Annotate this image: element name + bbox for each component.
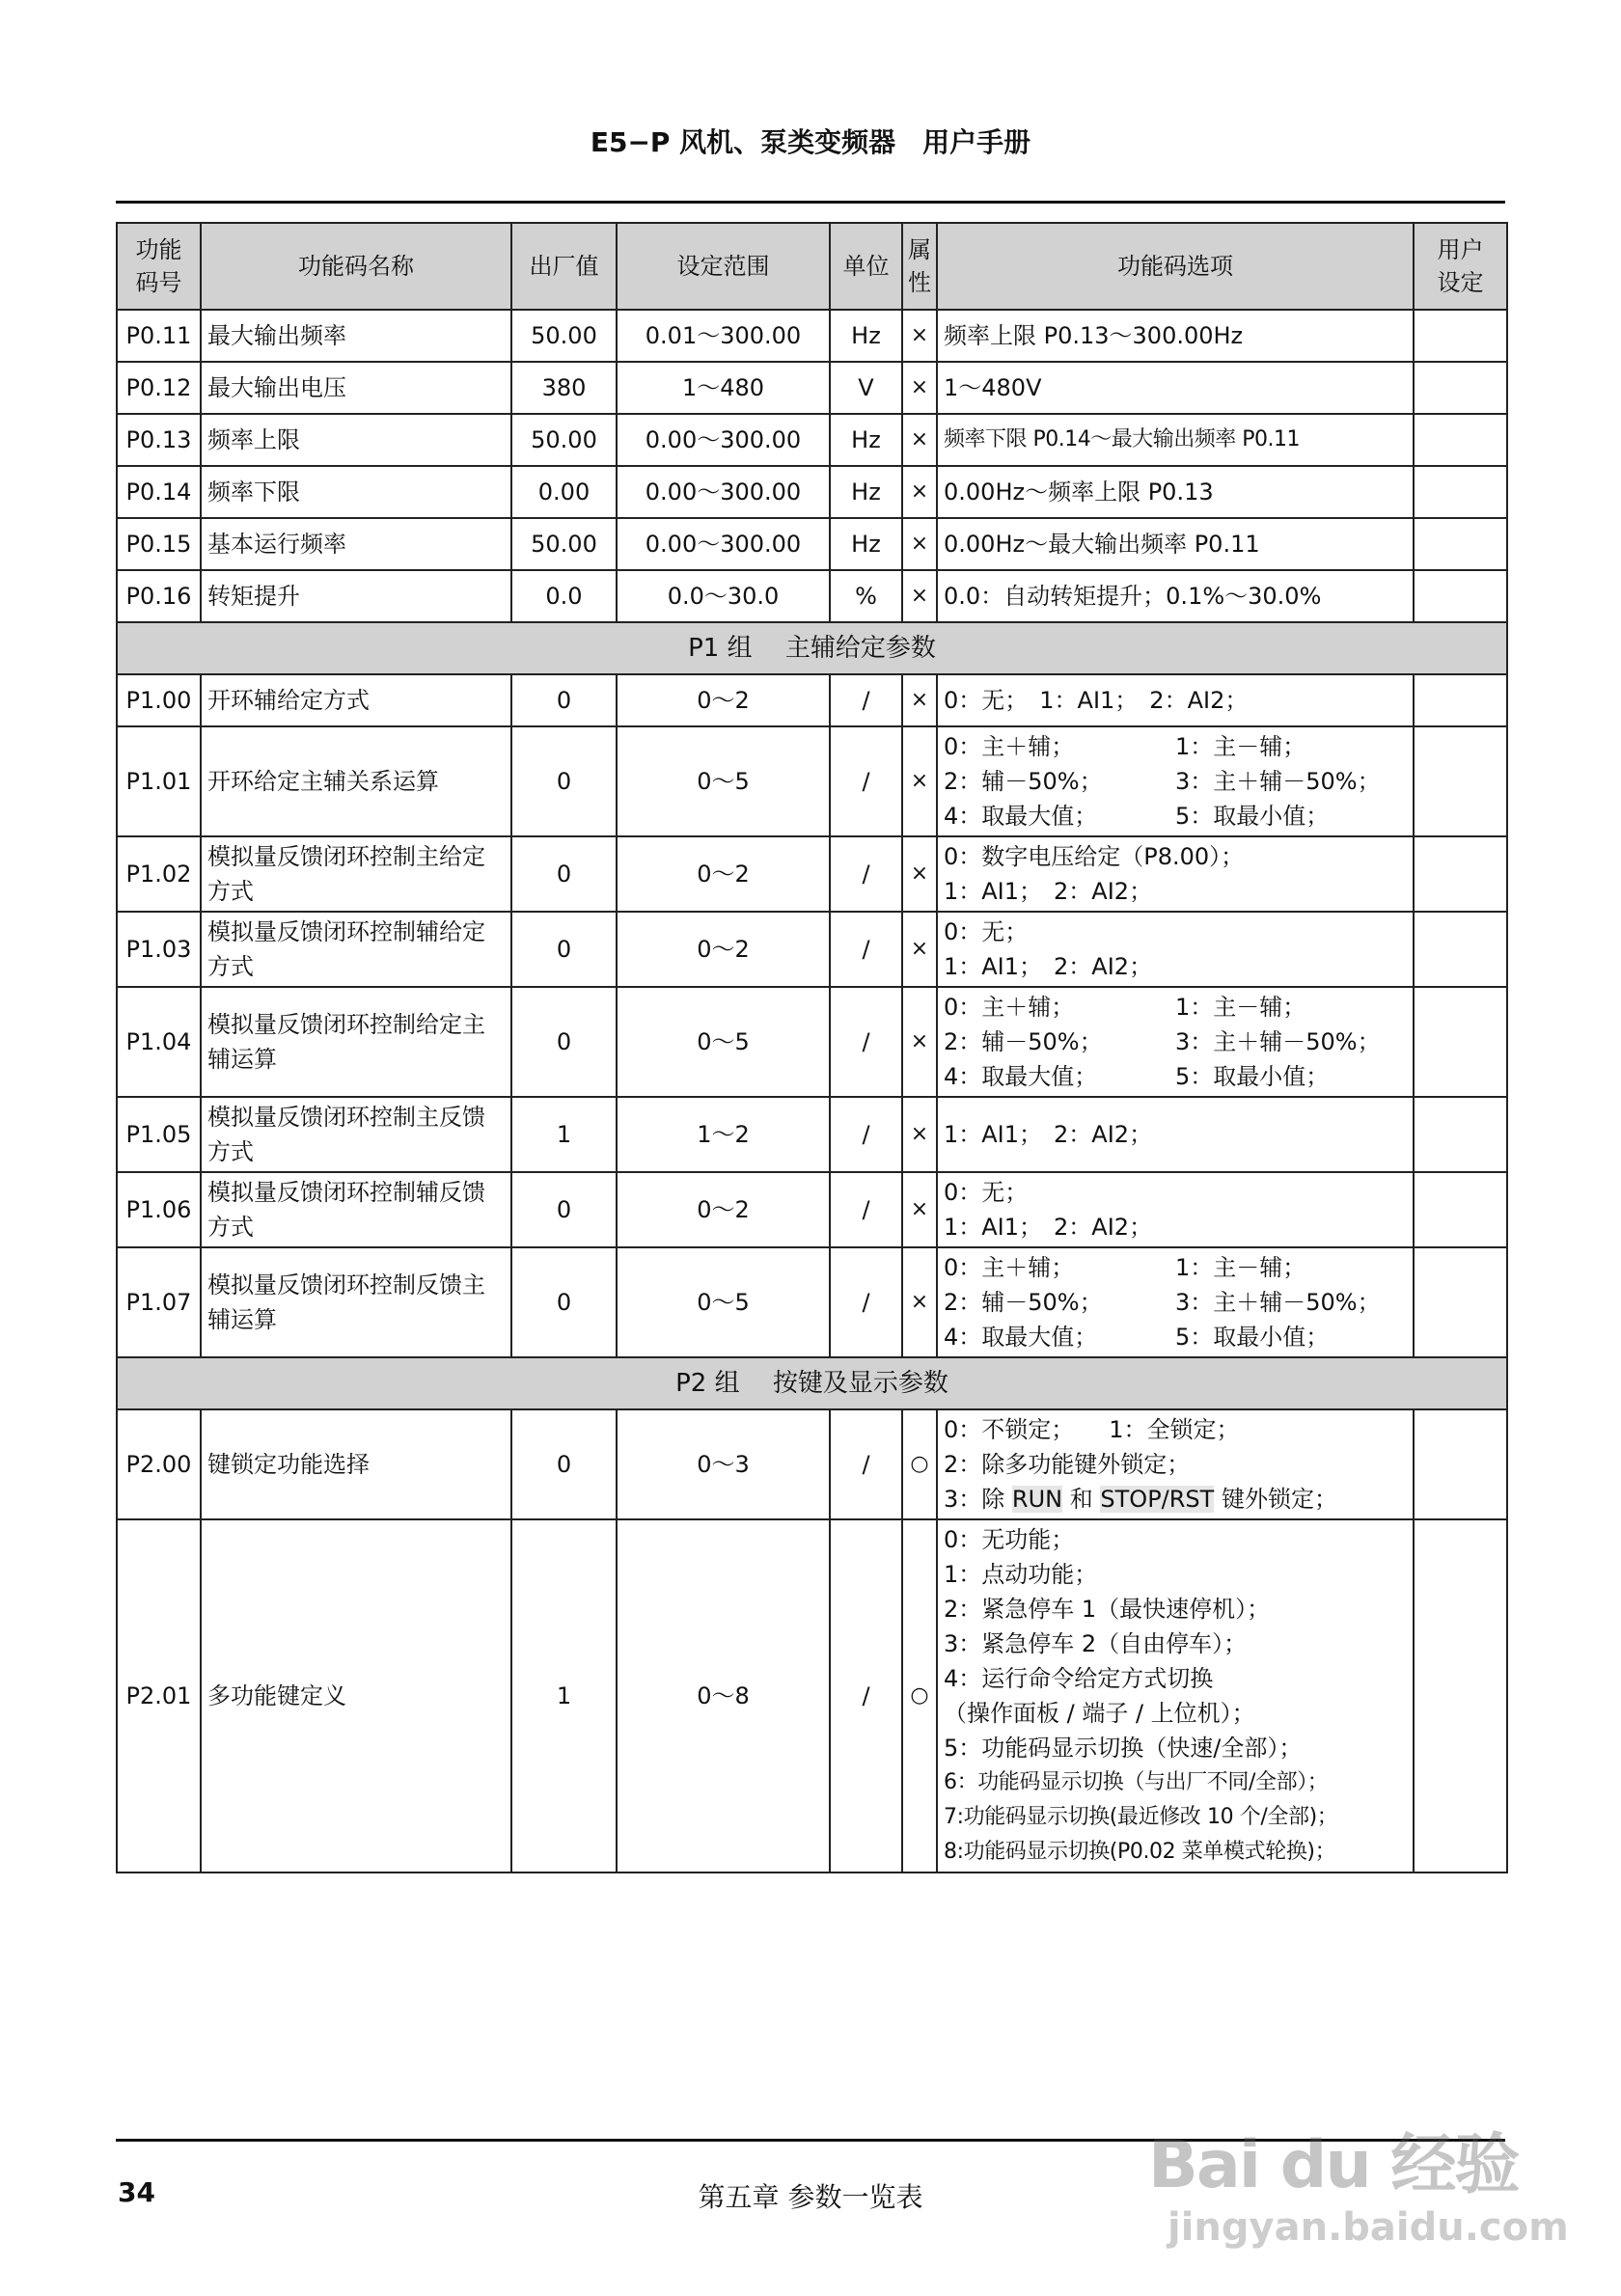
stop-rst-key-label: STOP/RST xyxy=(1100,1486,1215,1513)
param-unit: / xyxy=(830,1409,902,1519)
user-setting-cell xyxy=(1414,518,1507,570)
param-range: 0.0～30.0 xyxy=(617,570,830,622)
table-row xyxy=(117,1172,1507,1247)
user-setting-cell xyxy=(1414,1247,1507,1357)
param-code: P1.07 xyxy=(117,1247,201,1357)
table-row xyxy=(117,726,1507,836)
param-unit: / xyxy=(830,987,902,1097)
group-header-p1 xyxy=(117,622,1507,674)
param-options: 0：数字电压给定（P8.00）； 1：AI1； 2：AI2； xyxy=(937,836,1414,912)
param-range: 0～2 xyxy=(617,912,830,987)
table-row xyxy=(117,674,1507,726)
param-default: 50.00 xyxy=(511,518,617,570)
param-default: 0 xyxy=(511,912,617,987)
param-name: 基本运行频率 xyxy=(201,518,511,570)
param-attr: × xyxy=(902,414,937,466)
param-range: 0～3 xyxy=(617,1409,830,1519)
table-header-row xyxy=(117,223,1507,310)
run-key-label: RUN xyxy=(1011,1486,1063,1513)
user-setting-cell xyxy=(1414,570,1507,622)
param-code: P2.00 xyxy=(117,1409,201,1519)
table-row xyxy=(117,1097,1507,1172)
param-range: 0.00～300.00 xyxy=(617,414,830,466)
param-options: 0.00Hz～最大输出频率 P0.11 xyxy=(937,518,1414,570)
param-default: 0 xyxy=(511,987,617,1097)
param-name: 模拟量反馈闭环控制反馈主辅运算 xyxy=(201,1247,511,1357)
param-default: 0 xyxy=(511,1247,617,1357)
page-number: 34 xyxy=(118,2176,155,2208)
param-attr: × xyxy=(902,1097,937,1172)
table-row xyxy=(117,836,1507,912)
param-options: 0：无； 1：AI1； 2：AI2； xyxy=(937,1172,1414,1247)
param-default: 1 xyxy=(511,1097,617,1172)
param-range: 0～2 xyxy=(617,674,830,726)
param-unit: / xyxy=(830,836,902,912)
param-attr: × xyxy=(902,912,937,987)
param-range: 0～5 xyxy=(617,726,830,836)
table-row xyxy=(117,1247,1507,1357)
param-name: 模拟量反馈闭环控制给定主辅运算 xyxy=(201,987,511,1097)
param-attr: × xyxy=(902,362,937,414)
param-options: 0：不锁定； 1：全锁定； 2：除多功能键外锁定； 3：除 RUN 和 STOP/RST 键外锁定； xyxy=(937,1409,1414,1519)
user-setting-cell xyxy=(1414,362,1507,414)
param-name: 多功能键定义 xyxy=(201,1519,511,1872)
param-default: 0.0 xyxy=(511,570,617,622)
baidu-watermark xyxy=(1148,2074,1569,2267)
param-unit: / xyxy=(830,1519,902,1872)
col-header-attr: 属性 xyxy=(902,223,937,310)
param-options: 0：无功能； 1：点动功能； 2：紧急停车 1（最快速停机）； 3：紧急停车 2（自由停车）； 4：运行命令给定方式切换 （操作面板 / 端子 / 上位机）； 5：功能码显示切换（快速/全部）； 6：功能码显示切换（与出厂不同/全部）； 7:功能码显示切换(最近修改 10 个/全部)； 8:功能码显示切换(P0.02 菜单模式轮换)； xyxy=(937,1519,1414,1872)
param-range: 0～2 xyxy=(617,1172,830,1247)
param-code: P1.04 xyxy=(117,987,201,1097)
table-row xyxy=(117,912,1507,987)
param-default: 0 xyxy=(511,674,617,726)
param-name: 模拟量反馈闭环控制主给定方式 xyxy=(201,836,511,912)
group-title: P2 组 按键及显示参数 xyxy=(117,1357,1507,1409)
table-row xyxy=(117,362,1507,414)
param-code: P1.02 xyxy=(117,836,201,912)
param-code: P0.16 xyxy=(117,570,201,622)
param-range: 0～8 xyxy=(617,1519,830,1872)
param-options: 频率上限 P0.13～300.00Hz xyxy=(937,310,1414,362)
param-unit: / xyxy=(830,1172,902,1247)
param-unit: Hz xyxy=(830,414,902,466)
param-range: 0.00～300.00 xyxy=(617,466,830,518)
param-name: 开环辅给定方式 xyxy=(201,674,511,726)
col-header-options: 功能码选项 xyxy=(937,223,1414,310)
param-default: 0.00 xyxy=(511,466,617,518)
param-name: 转矩提升 xyxy=(201,570,511,622)
user-setting-cell xyxy=(1414,310,1507,362)
table-row xyxy=(117,1409,1507,1519)
param-attr: ○ xyxy=(902,1519,937,1872)
param-unit: / xyxy=(830,1247,902,1357)
param-options: 0：无； 1：AI1； 2：AI2； xyxy=(937,912,1414,987)
user-setting-cell xyxy=(1414,1097,1507,1172)
param-attr: × xyxy=(902,987,937,1097)
param-unit: / xyxy=(830,674,902,726)
param-options: 0：无； 1：AI1； 2：AI2； xyxy=(937,674,1414,726)
param-range: 0～2 xyxy=(617,836,830,912)
user-setting-cell xyxy=(1414,414,1507,466)
param-attr: × xyxy=(902,674,937,726)
param-name: 最大输出电压 xyxy=(201,362,511,414)
param-unit: % xyxy=(830,570,902,622)
table-row xyxy=(117,466,1507,518)
param-range: 0～5 xyxy=(617,1247,830,1357)
col-header-unit: 单位 xyxy=(830,223,902,310)
param-attr: × xyxy=(902,466,937,518)
param-options: 0：主＋辅； 1：主－辅； 2：辅－50%； 3：主＋辅－50%； 4：取最大值； 5：取最小值； xyxy=(937,1247,1414,1357)
param-code: P0.11 xyxy=(117,310,201,362)
watermark-site: jingyan.baidu.com xyxy=(1168,2205,1569,2250)
user-setting-cell xyxy=(1414,912,1507,987)
param-attr: × xyxy=(902,836,937,912)
param-unit: Hz xyxy=(830,310,902,362)
param-options: 0.0：自动转矩提升；0.1%～30.0% xyxy=(937,570,1414,622)
page-header-title: E5−P 风机、泵类变频器 用户手册 xyxy=(590,126,1031,158)
param-range: 1～480 xyxy=(617,362,830,414)
param-code: P1.06 xyxy=(117,1172,201,1247)
user-setting-cell xyxy=(1414,1172,1507,1247)
param-unit: Hz xyxy=(830,518,902,570)
param-attr: × xyxy=(902,1172,937,1247)
param-name: 最大输出频率 xyxy=(201,310,511,362)
param-default: 0 xyxy=(511,1409,617,1519)
param-default: 1 xyxy=(511,1519,617,1872)
param-options: 0：主＋辅； 1：主－辅； 2：辅－50%； 3：主＋辅－50%； 4：取最大值； 5：取最小值； xyxy=(937,987,1414,1097)
param-options: 0：主＋辅； 1：主－辅； 2：辅－50%； 3：主＋辅－50%； 4：取最大值； 5：取最小值； xyxy=(937,726,1414,836)
param-attr: ○ xyxy=(902,1409,937,1519)
param-code: P1.00 xyxy=(117,674,201,726)
param-default: 380 xyxy=(511,362,617,414)
param-default: 0 xyxy=(511,726,617,836)
param-name: 频率上限 xyxy=(201,414,511,466)
param-unit: / xyxy=(830,912,902,987)
user-setting-cell xyxy=(1414,674,1507,726)
table-row xyxy=(117,570,1507,622)
group-header-p2 xyxy=(117,1357,1507,1409)
col-header-name: 功能码名称 xyxy=(201,223,511,310)
param-name: 键锁定功能选择 xyxy=(201,1409,511,1519)
param-code: P0.13 xyxy=(117,414,201,466)
param-attr: × xyxy=(902,310,937,362)
param-attr: × xyxy=(902,518,937,570)
param-range: 0～5 xyxy=(617,987,830,1097)
param-attr: × xyxy=(902,726,937,836)
param-attr: × xyxy=(902,1247,937,1357)
param-default: 50.00 xyxy=(511,414,617,466)
param-name: 模拟量反馈闭环控制主反馈方式 xyxy=(201,1097,511,1172)
table-row xyxy=(117,987,1507,1097)
param-range: 0.00～300.00 xyxy=(617,518,830,570)
param-name: 模拟量反馈闭环控制辅给定方式 xyxy=(201,912,511,987)
param-default: 0 xyxy=(511,1172,617,1247)
header-rule xyxy=(116,201,1505,204)
param-name: 频率下限 xyxy=(201,466,511,518)
col-header-default: 出厂值 xyxy=(511,223,617,310)
user-setting-cell xyxy=(1414,726,1507,836)
user-setting-cell xyxy=(1414,1409,1507,1519)
table-row xyxy=(117,1519,1507,1872)
param-code: P2.01 xyxy=(117,1519,201,1872)
param-options: 0.00Hz～频率上限 P0.13 xyxy=(937,466,1414,518)
param-options: 1：AI1； 2：AI2； xyxy=(937,1097,1414,1172)
param-unit: V xyxy=(830,362,902,414)
group-title: P1 组 主辅给定参数 xyxy=(117,622,1507,674)
chapter-title: 第五章 参数一览表 xyxy=(698,2181,923,2213)
col-header-code: 功能码号 xyxy=(117,223,201,310)
col-header-range: 设定范围 xyxy=(617,223,830,310)
table-row xyxy=(117,310,1507,362)
user-setting-cell xyxy=(1414,836,1507,912)
col-header-user: 用户设定 xyxy=(1414,223,1507,310)
param-code: P1.01 xyxy=(117,726,201,836)
table-row xyxy=(117,414,1507,466)
param-default: 0 xyxy=(511,836,617,912)
param-code: P1.05 xyxy=(117,1097,201,1172)
param-code: P0.14 xyxy=(117,466,201,518)
param-attr: × xyxy=(902,570,937,622)
param-unit: / xyxy=(830,726,902,836)
param-options: 频率下限 P0.14～最大输出频率 P0.11 xyxy=(937,414,1414,466)
parameter-table xyxy=(116,222,1508,1873)
user-setting-cell xyxy=(1414,466,1507,518)
user-setting-cell xyxy=(1414,1519,1507,1872)
param-name: 开环给定主辅关系运算 xyxy=(201,726,511,836)
user-setting-cell xyxy=(1414,987,1507,1097)
param-default: 50.00 xyxy=(511,310,617,362)
param-range: 1～2 xyxy=(617,1097,830,1172)
param-unit: Hz xyxy=(830,466,902,518)
param-code: P0.12 xyxy=(117,362,201,414)
watermark-logo: Bai du 经验 xyxy=(1148,2127,1519,2203)
param-code: P1.03 xyxy=(117,912,201,987)
param-options: 1～480V xyxy=(937,362,1414,414)
param-name: 模拟量反馈闭环控制辅反馈方式 xyxy=(201,1172,511,1247)
table-row xyxy=(117,518,1507,570)
param-unit: / xyxy=(830,1097,902,1172)
param-range: 0.01～300.00 xyxy=(617,310,830,362)
param-code: P0.15 xyxy=(117,518,201,570)
